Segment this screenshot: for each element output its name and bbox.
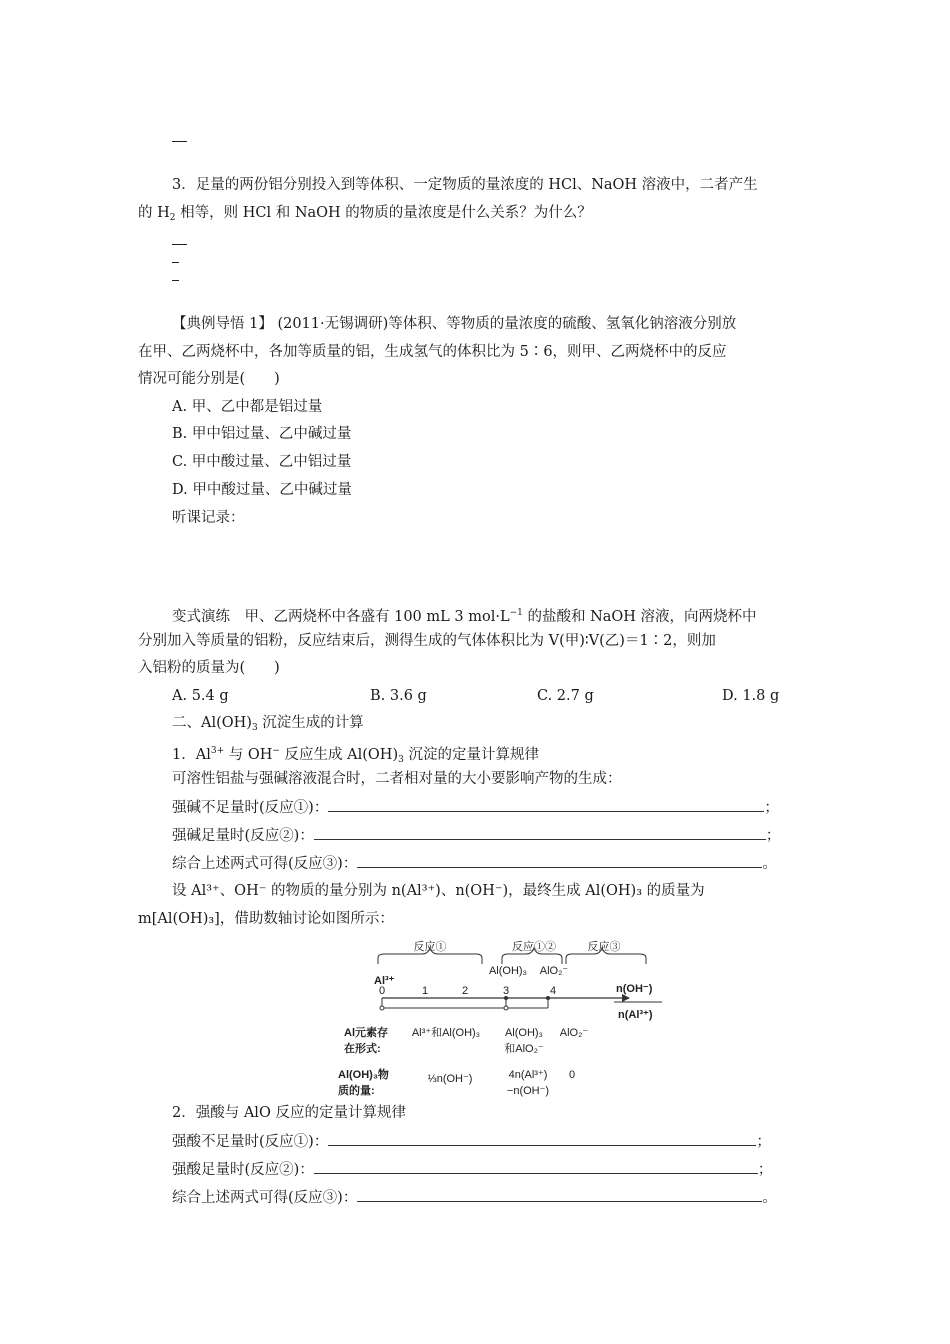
answer-blank[interactable]: [314, 825, 766, 840]
setup-line1: 设 Al³⁺、OH⁻ 的物质的量分别为 n(Al³⁺)、n(OH⁻)，最终生成 Al(OH)₃ 的质量为: [172, 883, 705, 899]
rule-1-intro: 可溶性铝盐与强碱溶液混合时，二者相对量的大小要影响产物的生成：: [172, 771, 622, 787]
al-ion-label: Al³⁺: [374, 975, 395, 987]
question-3-line1: 3．足量的两份铝分别投入到等体积、一定物质的量浓度的 HCl、NaOH 溶液中，二者产生: [172, 177, 758, 193]
base-combined-line: 综合上述两式可得(反应③)： 。: [172, 853, 777, 874]
tick-2: 2: [461, 985, 469, 997]
variant-option-a: A. 5.4 g: [172, 688, 229, 704]
base-insufficient-line: 强碱不足量时(反应①)： ；: [172, 797, 779, 818]
base-sufficient-line: 强碱足量时(反应②)： ；: [172, 825, 780, 846]
species-alo2: AlO₂⁻: [539, 965, 569, 977]
row-2-range-b-line2: −n(OH⁻): [506, 1085, 550, 1097]
example-1-line3: 情况可能分别是( ): [138, 371, 280, 387]
tick-4: 4: [549, 985, 557, 997]
option-c: C. 甲中酸过量、乙中铝过量: [172, 454, 352, 470]
brace-label-2: 反应①②: [512, 941, 556, 953]
example-1-line2: 在甲、乙两烧杯中，各加等质量的铝，生成氢气的体积比为 5∶6，则甲、乙两烧杯中的反应: [138, 344, 727, 360]
acid-sufficient-line: 强酸足量时(反应②)： ；: [172, 1159, 772, 1180]
variant-line3: 入铝粉的质量为( ): [138, 660, 280, 676]
row-1-range-b-line2: 和AlO₂⁻: [504, 1043, 544, 1055]
rule-2-heading: 2．强酸与 AlO 反应的定量计算规律: [172, 1105, 406, 1121]
notes-label: 听课记录：: [172, 510, 245, 526]
setup-line2: m[Al(OH)₃]，借助数轴讨论如图所示：: [138, 911, 394, 927]
ratio-numerator: n(OH⁻): [616, 983, 653, 995]
answer-blank[interactable]: [328, 1131, 756, 1146]
row-2-range-c: 0: [568, 1069, 576, 1081]
row-1-range-b-line1: Al(OH)₃: [504, 1027, 544, 1039]
ratio-denominator: n(Al³⁺): [618, 1009, 653, 1021]
option-d: D. 甲中酸过量、乙中碱过量: [172, 482, 352, 498]
row-1-range-c: AlO₂⁻: [559, 1027, 589, 1039]
blank-dash: [172, 141, 187, 142]
variant-option-b: B. 3.6 g: [370, 688, 427, 704]
blank-dash: [172, 280, 179, 281]
tick-1: 1: [421, 985, 429, 997]
tick-0: 0: [378, 985, 386, 997]
blank-dash: [172, 262, 179, 263]
row-2-label-line1: Al(OH)₃物: [338, 1069, 389, 1081]
question-3-line2: 的 $H_2$ 相等，则 HCl 和 NaOH 的物质的量浓度是什么关系？为什么？: [138, 205, 592, 223]
answer-blank[interactable]: [357, 853, 762, 868]
row-1-label-line1: Al元素存: [344, 1027, 388, 1039]
blank-dash: [172, 244, 187, 245]
tick-3: 3: [502, 985, 510, 997]
option-a: A. 甲、乙中都是铝过量: [172, 399, 323, 415]
row-2-label-line2: 质的量:: [338, 1085, 375, 1097]
row-2-range-a: ⅓n(OH⁻): [427, 1073, 473, 1085]
brace-label-1: 反应①: [413, 941, 447, 953]
brace-label-3: 反应③: [587, 941, 621, 953]
rule-1-heading: 1．$Al^{3+}$ 与 OH− 反应生成 $Al(OH)_3$ 沉淀的定量计算规律: [172, 746, 539, 765]
species-al-oh-3: Al(OH)₃: [488, 965, 528, 977]
answer-blank[interactable]: [314, 1159, 758, 1174]
row-1-range-a: Al³⁺和Al(OH)₃: [411, 1027, 481, 1039]
row-2-range-b-line1: 4n(Al³⁺): [508, 1069, 548, 1081]
variant-line1: 变式演练 甲、乙两烧杯中各盛有 100 mL 3 $mol\cdot L^{-1}$ 的盐酸和 NaOH 溶液，向两烧杯中: [172, 608, 757, 625]
variant-option-c: C. 2.7 g: [537, 688, 594, 704]
variant-option-d: D. 1.8 g: [722, 688, 780, 704]
answer-blank[interactable]: [357, 1187, 762, 1202]
answer-blank[interactable]: [328, 797, 764, 812]
number-line-diagram: [330, 938, 690, 1108]
acid-insufficient-line: 强酸不足量时(反应①)： ；: [172, 1131, 771, 1152]
acid-combined-line: 综合上述两式可得(反应③)： 。: [172, 1187, 777, 1208]
option-b: B. 甲中铝过量、乙中碱过量: [172, 426, 352, 442]
row-1-label-line2: 在形式:: [344, 1043, 381, 1055]
example-1-line1: 【典例导悟 1】 (2011·无锡调研)等体积、等物质的量浓度的硫酸、氢氧化钠溶液分别放: [172, 316, 737, 332]
section-2-title: 二、$Al(OH)_3$ 沉淀生成的计算: [172, 715, 364, 733]
variant-line2: 分别加入等质量的铝粉，反应结束后，测得生成的气体体积比为 V(甲)∶V(乙)＝1∶2，则加: [138, 633, 716, 649]
